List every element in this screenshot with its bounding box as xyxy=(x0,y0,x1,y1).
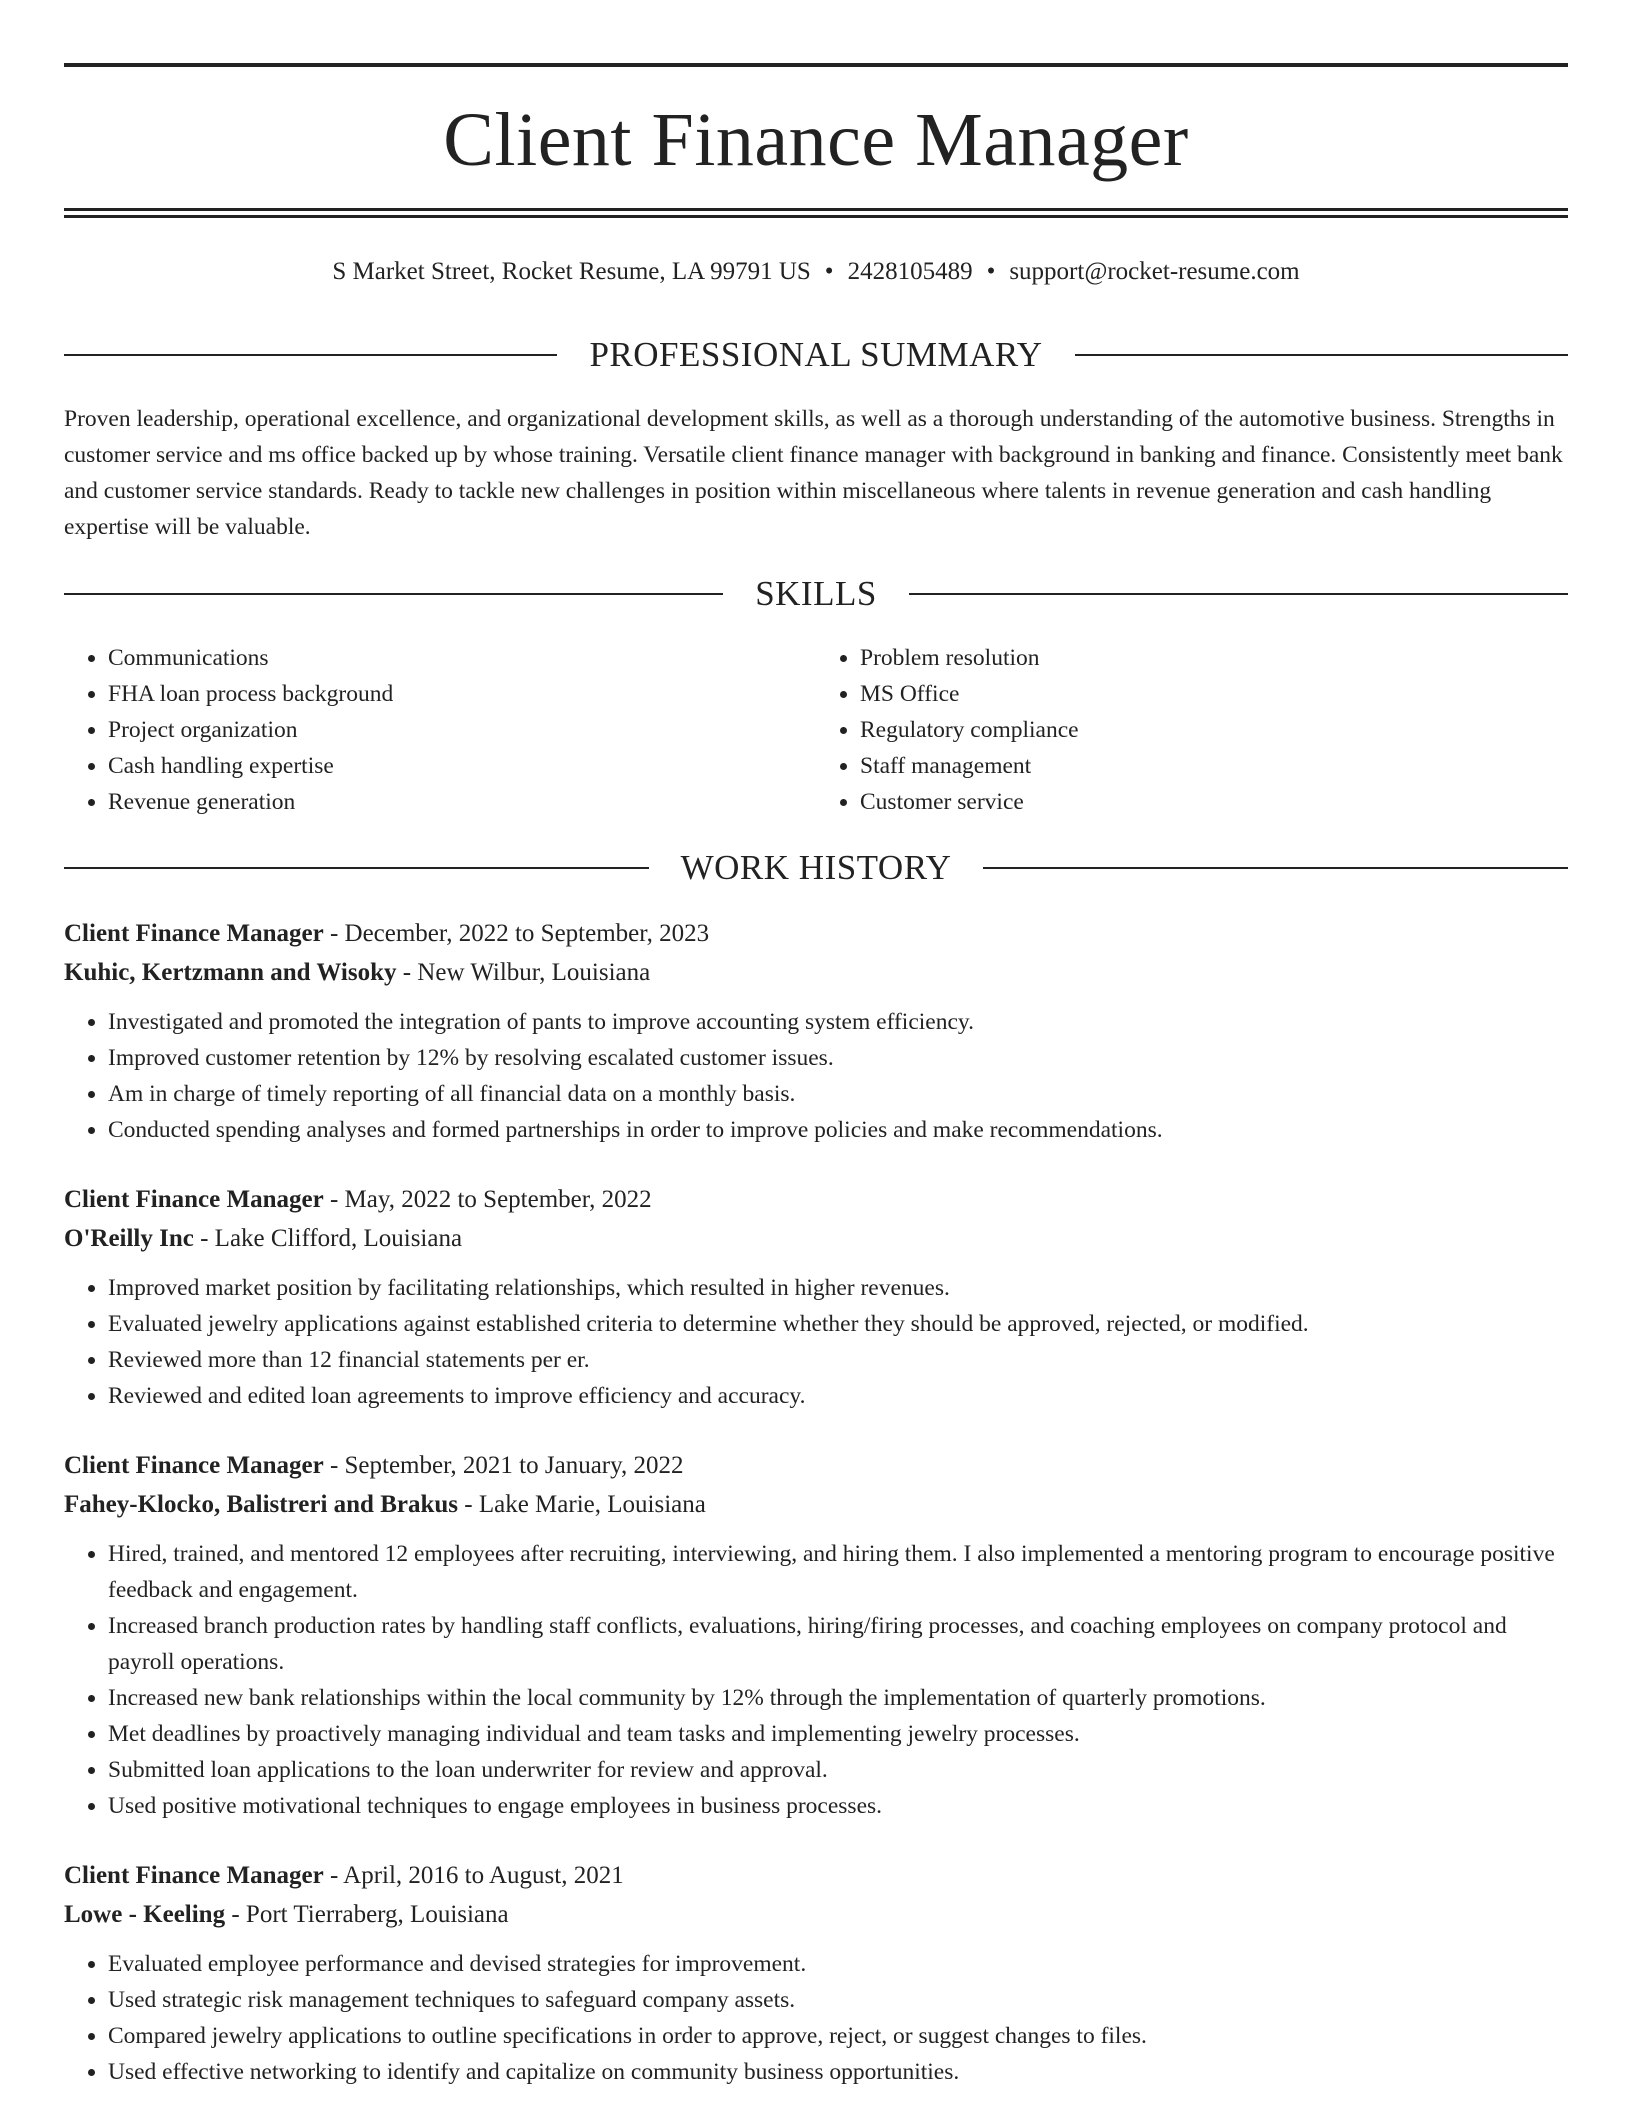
section-heading-summary xyxy=(64,333,1568,377)
job-bullets xyxy=(64,1004,1568,1148)
skills-column-right xyxy=(816,640,1568,820)
job-bullet: • Increased branch production rates by handling staff conflicts, evaluations, hiring/firing processes, and coaching employees on company protocol and payroll operations. xyxy=(108,1608,1568,1680)
heading-rule-right xyxy=(909,593,1568,595)
job-company: Lowe - Keeling xyxy=(64,1901,226,1928)
skill-item: • Staff management xyxy=(860,748,1568,784)
job-bullet: • Hired, trained, and mentored 12 employees after recruiting, interviewing, and hiring them. I also implemented a mentoring program to encourage positive feedback and engagement. xyxy=(108,1536,1568,1608)
contact-email: support@rocket-resume.com xyxy=(1009,258,1300,285)
job-dates: - May, 2022 to September, 2022 xyxy=(323,1186,652,1213)
contact-line xyxy=(64,254,1568,290)
job-company-line xyxy=(64,1219,1568,1258)
job-location: - Lake Clifford, Louisiana xyxy=(193,1225,463,1252)
section-heading-work xyxy=(64,846,1568,890)
job-title-line xyxy=(64,1180,1568,1219)
job-title-line xyxy=(64,1446,1568,1485)
heading-rule-left xyxy=(64,867,649,869)
job-entry xyxy=(64,1446,1568,1824)
job-bullet: • Used strategic risk management techniques to safeguard company assets. xyxy=(108,1982,1568,2018)
skill-item: • FHA loan process background xyxy=(108,676,816,712)
skills-column-left xyxy=(64,640,816,820)
job-bullet: • Submitted loan applications to the loan underwriter for review and approval. xyxy=(108,1752,1568,1788)
job-title: Client Finance Manager xyxy=(64,920,324,947)
job-company-line xyxy=(64,1485,1568,1524)
section-title: SKILLS xyxy=(755,574,877,613)
job-title: Client Finance Manager xyxy=(64,1452,324,1479)
job-bullet: • Met deadlines by proactively managing individual and team tasks and implementing jewelry processes. xyxy=(108,1716,1568,1752)
job-dates: - December, 2022 to September, 2023 xyxy=(323,920,710,947)
heading-rule-right xyxy=(1075,354,1568,356)
job-bullet: • Am in charge of timely reporting of all financial data on a monthly basis. xyxy=(108,1076,1568,1112)
job-dates: - April, 2016 to August, 2021 xyxy=(323,1862,624,1889)
section-heading-skills xyxy=(64,572,1568,616)
skill-item: • Communications xyxy=(108,640,816,676)
job-bullet: • Improved market position by facilitating relationships, which resulted in higher revenues. xyxy=(108,1270,1568,1306)
job-title: Client Finance Manager xyxy=(64,1862,324,1889)
skills-list xyxy=(64,640,1568,820)
job-title-line xyxy=(64,914,1568,953)
page-title: Client Finance Manager xyxy=(443,98,1189,182)
contact-address: S Market Street, Rocket Resume, LA 99791 US xyxy=(332,258,811,285)
job-bullet: • Investigated and promoted the integration of pants to improve accounting system efficiency. xyxy=(108,1004,1568,1040)
job-title-line xyxy=(64,1856,1568,1895)
summary-text: Proven leadership, operational excellence, and organizational development skills, as well as a thorough understanding of the automotive business. Strengths in customer service and ms office backed up by whose training. Versatile client finance manager with background in banking and finance. Consistently meet bank and customer service standards. Ready to tackle new challenges in position within miscellaneous where talents in revenue generation and cash handling expertise will be valuable. xyxy=(64,406,1563,540)
skill-item: • Cash handling expertise xyxy=(108,748,816,784)
job-bullet: • Compared jewelry applications to outline specifications in order to approve, reject, or suggest changes to files. xyxy=(108,2018,1568,2054)
job-bullet: • Reviewed more than 12 financial statements per er. xyxy=(108,1342,1568,1378)
job-bullets xyxy=(64,1270,1568,1414)
job-bullet: • Improved customer retention by 12% by resolving escalated customer issues. xyxy=(108,1040,1568,1076)
heading-rule-left xyxy=(64,354,557,356)
contact-separator: • xyxy=(986,258,996,285)
job-entry xyxy=(64,1856,1568,2090)
job-bullet: • Conducted spending analyses and formed partnerships in order to improve policies and make recommendations. xyxy=(108,1112,1568,1148)
job-title: Client Finance Manager xyxy=(64,1186,324,1213)
job-company-line xyxy=(64,1895,1568,1934)
contact-separator: • xyxy=(824,258,834,285)
job-location: - Lake Marie, Louisiana xyxy=(458,1491,706,1518)
skill-item: • Project organization xyxy=(108,712,816,748)
skill-item: • Regulatory compliance xyxy=(860,712,1568,748)
job-company-line xyxy=(64,953,1568,992)
job-bullet: • Reviewed and edited loan agreements to improve efficiency and accuracy. xyxy=(108,1378,1568,1414)
skill-item: • Problem resolution xyxy=(860,640,1568,676)
job-company: Kuhic, Kertzmann and Wisoky xyxy=(64,959,397,986)
job-dates: - September, 2021 to January, 2022 xyxy=(323,1452,684,1479)
section-title: PROFESSIONAL SUMMARY xyxy=(589,335,1043,374)
job-bullets xyxy=(64,1946,1568,2090)
contact-phone: 2428105489 xyxy=(847,258,973,285)
job-bullets xyxy=(64,1536,1568,1824)
job-entry xyxy=(64,914,1568,1148)
job-entry xyxy=(64,1180,1568,1414)
job-bullet: • Evaluated jewelry applications against established criteria to determine whether they should be approved, rejected, or modified. xyxy=(108,1306,1568,1342)
job-bullet: • Used effective networking to identify and capitalize on community business opportunities. xyxy=(108,2054,1568,2090)
skill-item: • MS Office xyxy=(860,676,1568,712)
heading-rule-right xyxy=(983,867,1568,869)
job-bullet: • Evaluated employee performance and devised strategies for improvement. xyxy=(108,1946,1568,1982)
job-company: Fahey-Klocko, Balistreri and Brakus xyxy=(64,1491,459,1518)
section-title: WORK HISTORY xyxy=(680,848,952,887)
heading-rule-left xyxy=(64,593,723,595)
title-double-rule xyxy=(64,208,1568,218)
job-bullet: • Used positive motivational techniques to engage employees in business processes. xyxy=(108,1788,1568,1824)
work-history xyxy=(64,914,1568,2122)
skill-item: • Customer service xyxy=(860,784,1568,820)
job-company: O'Reilly Inc xyxy=(64,1225,194,1252)
job-location: - New Wilbur, Louisiana xyxy=(396,959,651,986)
skill-item: • Revenue generation xyxy=(108,784,816,820)
job-bullet: • Increased new bank relationships within the local community by 12% through the implementation of quarterly promotions. xyxy=(108,1680,1568,1716)
job-location: - Port Tierraberg, Louisiana xyxy=(225,1901,509,1928)
top-rule xyxy=(64,63,1568,67)
